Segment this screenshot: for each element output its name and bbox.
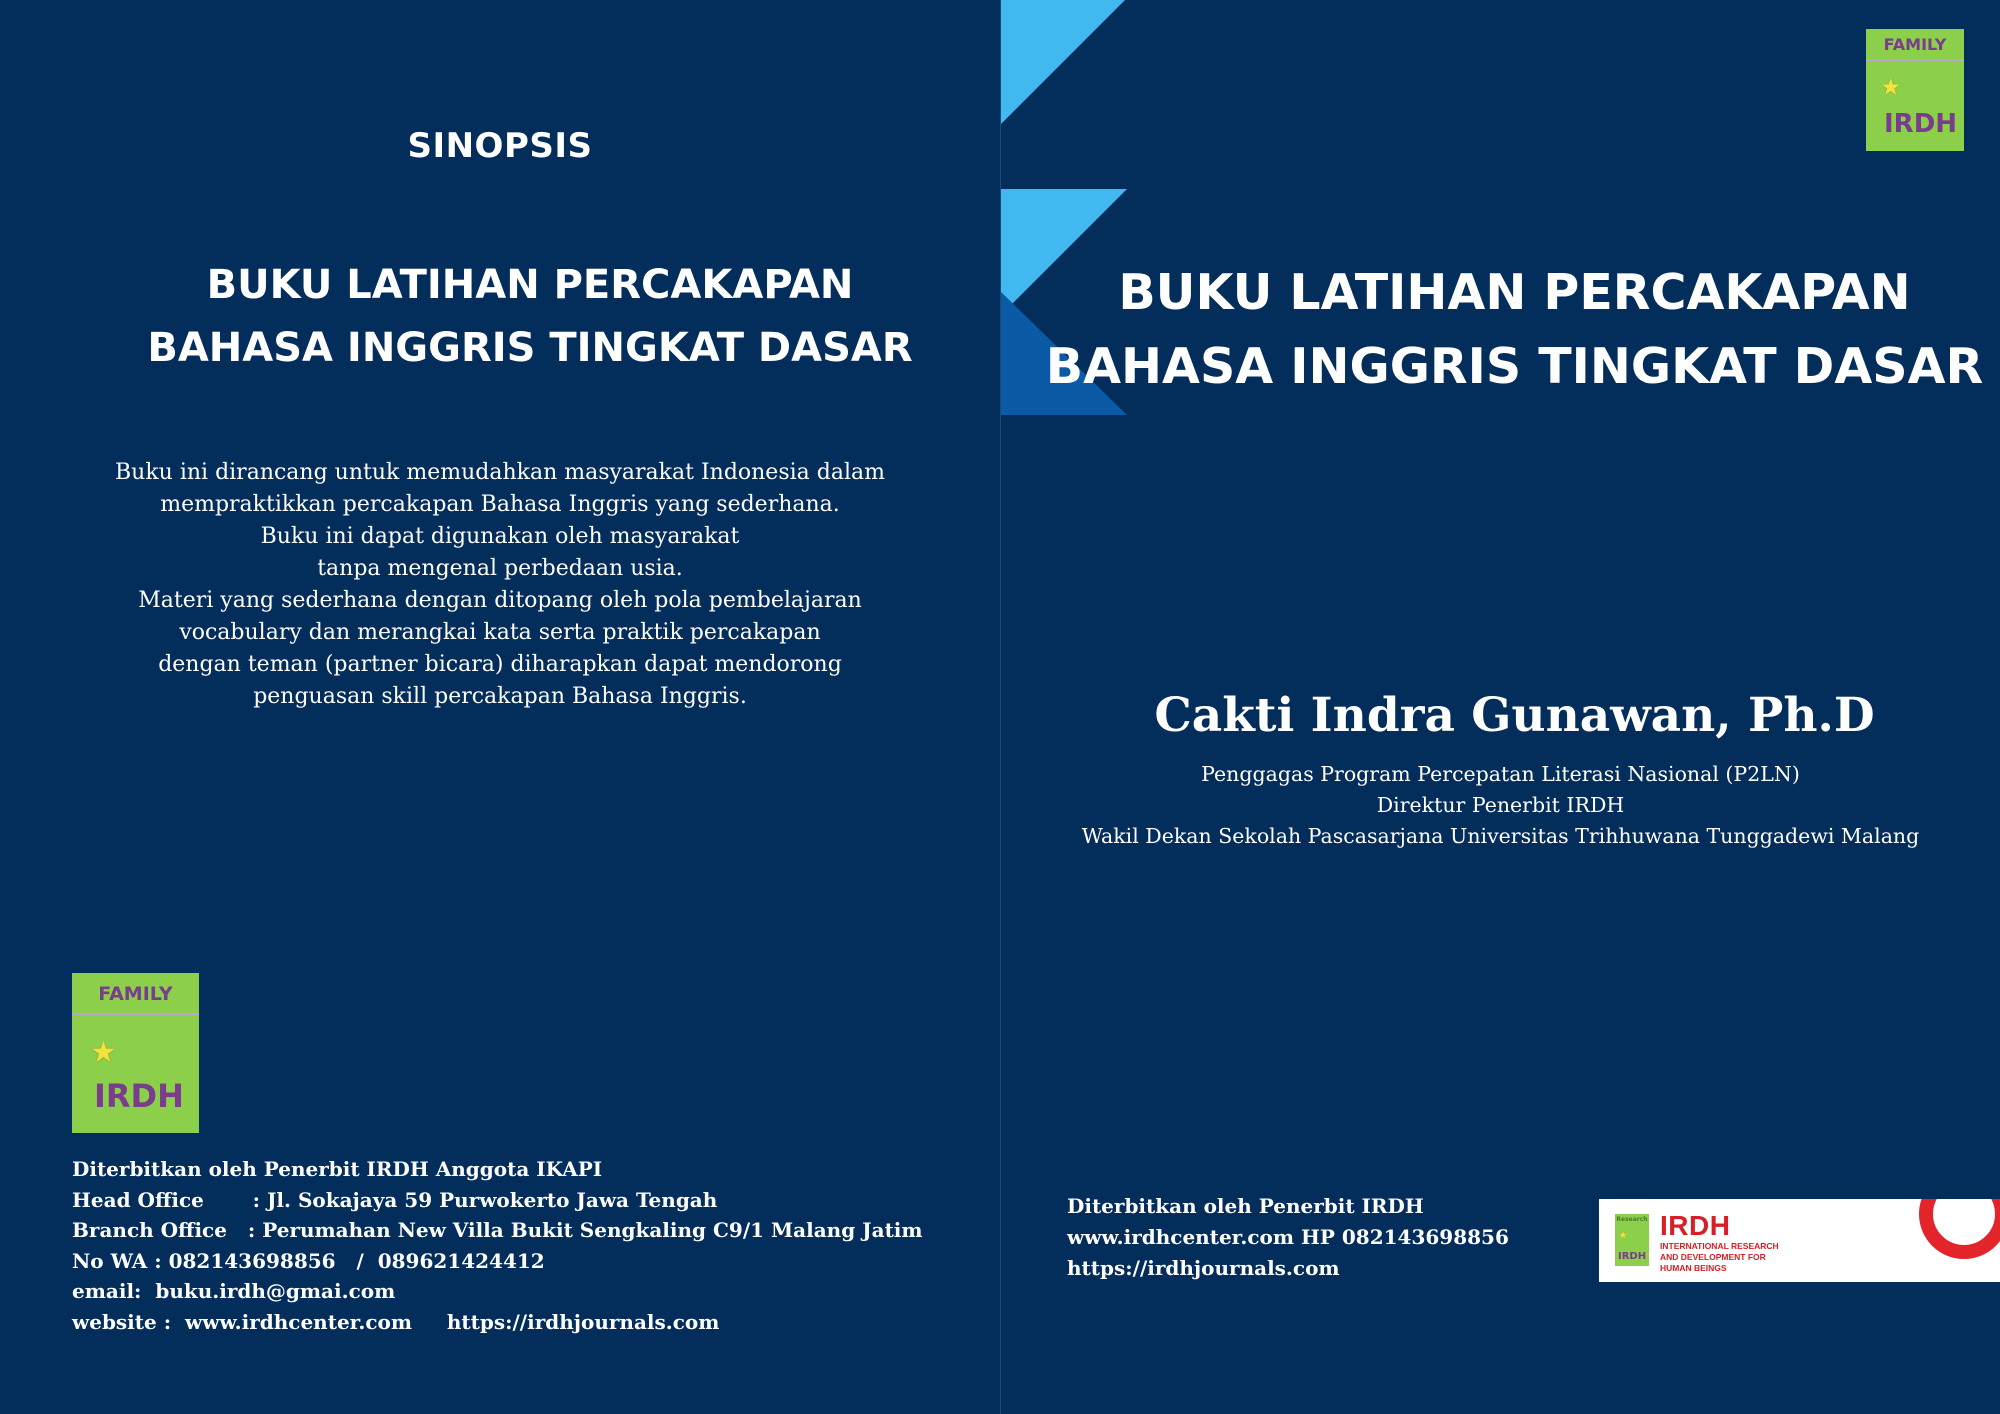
publisher-line: Diterbitkan oleh Penerbit IRDH Anggota IKAPI (72, 1157, 603, 1181)
publisher-line: email: buku.irdh@gmai.com (72, 1279, 396, 1303)
synopsis-line: penguasan skill percakapan Bahasa Inggris. (253, 684, 747, 709)
irdh-banner-logo (1599, 1199, 2000, 1282)
logo-name: IRDH (94, 1077, 184, 1115)
author-roles (1001, 759, 2000, 852)
author-role: Penggagas Program Percepatan Literasi Nasional (P2LN) (1201, 762, 1800, 786)
synopsis-line: tanpa mengenal perbedaan usia. (317, 556, 683, 581)
publisher-info (72, 1154, 923, 1337)
title-line: BAHASA INGGRIS TINGKAT DASAR (147, 325, 913, 371)
tagline-line: INTERNATIONAL RESEARCH (1660, 1241, 1779, 1251)
synopsis-line: Materi yang sederhana dengan ditopang oleh pola pembelajaran (138, 588, 862, 613)
swirl-icon (1889, 1199, 2000, 1282)
publisher-info (1067, 1191, 1509, 1284)
publisher-line: website : www.irdhcenter.com https://irdhjournals.com (72, 1309, 720, 1334)
star-icon: ★ (1619, 1231, 1628, 1241)
mini-logo-name: IRDH (1618, 1251, 1647, 1262)
author-name: Cakti Indra Gunawan, Ph.D (1154, 688, 1875, 743)
synopsis-line: Buku ini dirancang untuk memudahkan masyarakat Indonesia dalam (115, 460, 885, 485)
author-role: Wakil Dekan Sekolah Pascasarjana Universitas Trihhuwana Tunggadewi Malang (1081, 824, 1920, 848)
logo-divider (1866, 59, 1964, 61)
logo-name: IRDH (1884, 109, 1958, 139)
banner-name: IRDH (1660, 1210, 1731, 1241)
tagline-line: HUMAN BEINGS (1660, 1263, 1727, 1273)
star-icon: ★ (90, 1035, 117, 1070)
mini-logo-label: Research (1616, 1216, 1648, 1223)
back-cover-title (60, 254, 1000, 380)
front-cover (1001, 0, 2000, 1414)
synopsis-line: dengan teman (partner bicara) diharapkan dapat mendorong (158, 652, 842, 677)
title-line: BUKU LATIHAN PERCAKAPAN (1118, 264, 1911, 321)
publisher-line: https://irdhjournals.com (1067, 1256, 1340, 1280)
title-line: BAHASA INGGRIS TINGKAT DASAR (1045, 338, 1984, 395)
tagline-line: AND DEVELOPMENT FOR (1660, 1252, 1766, 1262)
publisher-line: Branch Office : Perumahan New Villa Bukit Sengkaling C9/1 Malang Jatim (72, 1218, 923, 1242)
logo-divider (72, 1013, 199, 1015)
star-icon: ★ (1880, 73, 1902, 101)
irdh-family-logo (72, 973, 199, 1133)
logo-family-label: FAMILY (98, 983, 173, 1005)
synopsis-heading: SINOPSIS (407, 126, 593, 166)
front-cover-title (1029, 256, 2000, 404)
irdh-family-logo (1866, 29, 1964, 151)
top-triangle (1001, 0, 1125, 124)
publisher-line: Head Office : Jl. Sokajaya 59 Purwokerto Jawa Tengah (72, 1187, 718, 1212)
publisher-line: www.irdhcenter.com HP 082143698856 (1067, 1225, 1509, 1249)
banner-tagline (1660, 1241, 1790, 1274)
irdh-mini-logo (1615, 1214, 1649, 1266)
synopsis-text (0, 457, 1000, 713)
synopsis-line: Buku ini dapat digunakan oleh masyarakat (260, 524, 740, 549)
synopsis-line: vocabulary dan merangkai kata serta praktik percakapan (179, 620, 821, 645)
logo-family-label: FAMILY (1883, 35, 1947, 54)
author-role: Direktur Penerbit IRDH (1376, 793, 1625, 817)
publisher-line: Diterbitkan oleh Penerbit IRDH (1067, 1194, 1424, 1218)
synopsis-line: mempraktikkan percakapan Bahasa Inggris yang sederhana. (160, 492, 840, 517)
publisher-line: No WA : 082143698856 / 089621424412 (72, 1248, 545, 1273)
title-line: BUKU LATIHAN PERCAKAPAN (206, 262, 854, 308)
